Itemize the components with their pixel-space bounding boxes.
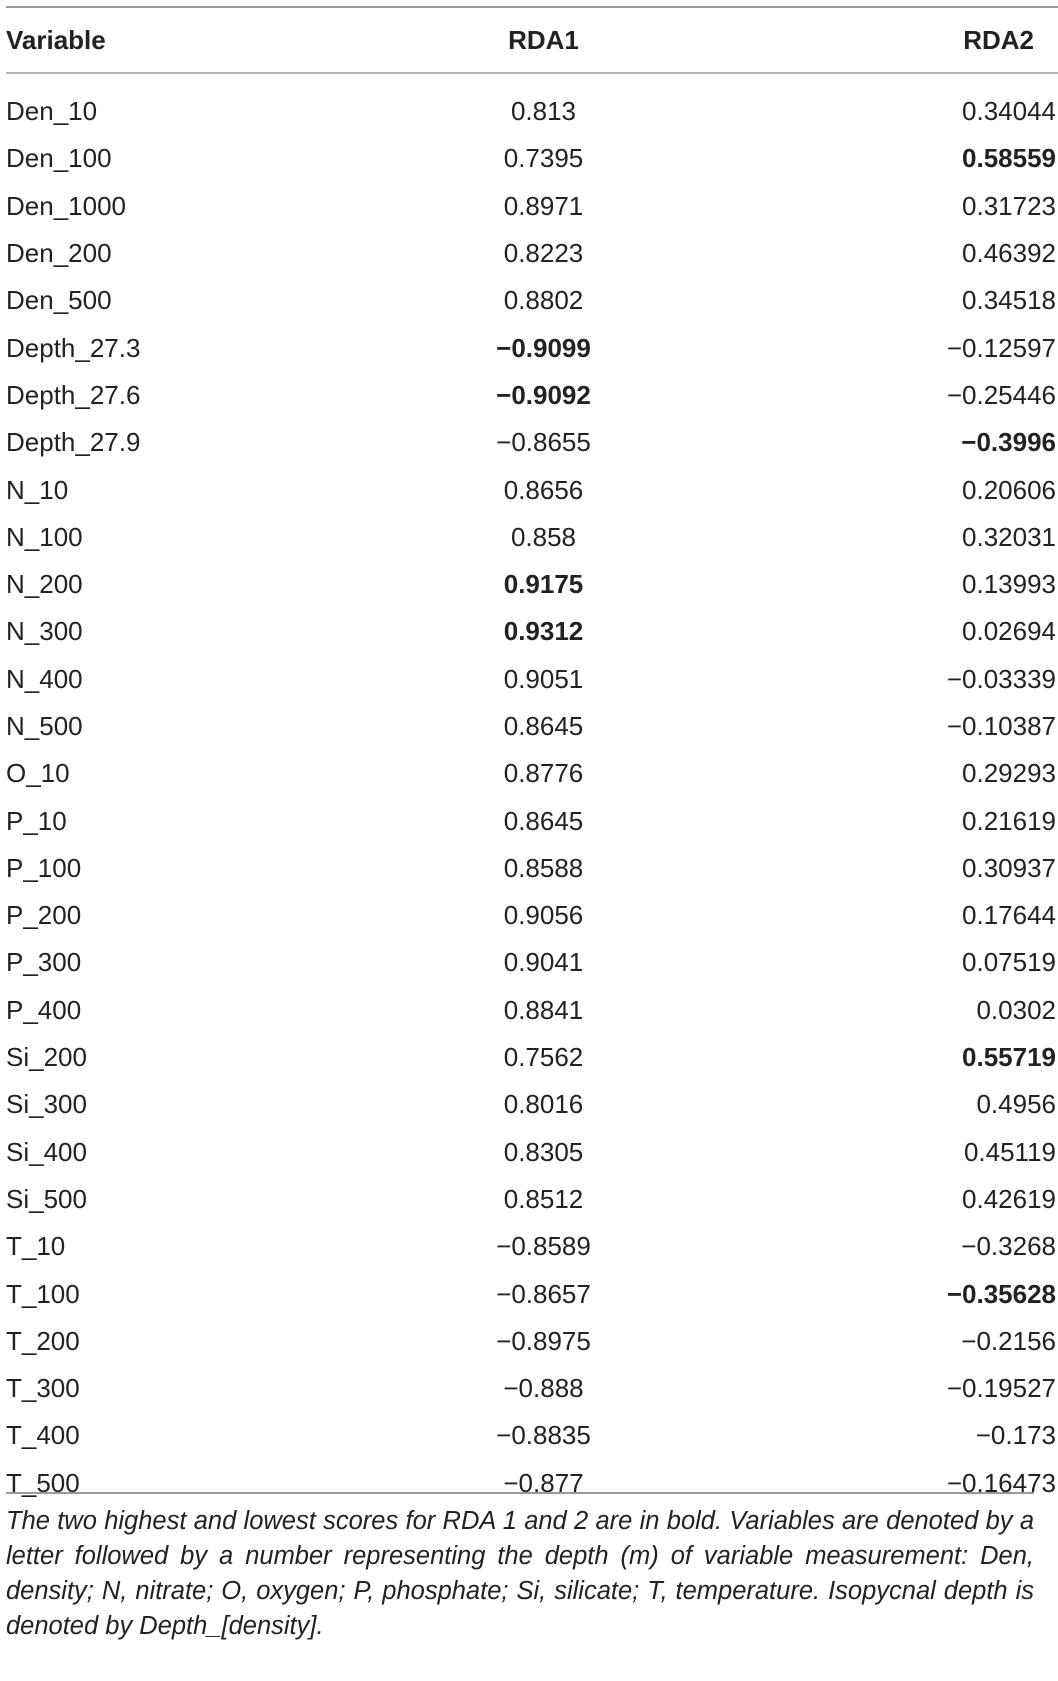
table-row (6, 466, 1058, 513)
table-row (6, 372, 1058, 419)
cell-variable: N_10 (6, 474, 69, 505)
cell-variable: P_100 (6, 852, 82, 883)
cell-rda1: 0.8971 (503, 190, 584, 221)
cell-rda2: −0.03339 (946, 663, 1056, 694)
table-row (6, 1270, 1058, 1317)
cell-rda1: 0.9051 (503, 663, 584, 694)
cell-rda2: 0.13993 (962, 569, 1056, 600)
cell-rda1: 0.7562 (503, 1042, 584, 1073)
table-row (6, 1176, 1058, 1223)
cell-rda2: 0.55719 (962, 1042, 1056, 1073)
cell-rda2: 0.34044 (962, 96, 1056, 127)
cell-rda2: −0.19527 (946, 1373, 1056, 1404)
cell-rda1: −0.8835 (496, 1420, 591, 1451)
cell-variable: T_10 (6, 1231, 66, 1262)
cell-variable: Si_300 (6, 1089, 87, 1120)
cell-rda1: 0.8588 (503, 852, 584, 883)
cell-rda2: −0.10387 (946, 711, 1056, 741)
cell-rda1: 0.8305 (503, 1136, 584, 1167)
table-row (6, 1034, 1058, 1081)
table-row (6, 1365, 1058, 1412)
cell-rda1: 0.9312 (503, 616, 584, 647)
table-row (6, 987, 1058, 1034)
cell-variable: N_300 (6, 616, 83, 647)
table-row (6, 845, 1058, 892)
cell-rda1: 0.9175 (503, 569, 584, 600)
cell-variable: P_10 (6, 805, 67, 836)
cell-variable: N_100 (6, 521, 83, 552)
table-row (6, 514, 1058, 561)
cell-variable: N_400 (6, 663, 83, 694)
cell-rda2: −0.173 (975, 1420, 1056, 1451)
cell-rda2: 0.32031 (962, 521, 1056, 552)
cell-variable: P_300 (6, 947, 82, 978)
cell-rda2: −0.2156 (961, 1325, 1056, 1356)
cell-rda2: −0.35628 (946, 1278, 1056, 1309)
cell-rda2: 0.45119 (963, 1136, 1056, 1167)
header-rda1: RDA1 (426, 7, 661, 73)
cell-rda1: −0.8975 (496, 1325, 591, 1356)
cell-variable: P_200 (6, 900, 82, 931)
cell-rda1: −0.9092 (496, 379, 591, 410)
cell-rda1: 0.8656 (503, 474, 584, 505)
cell-rda1: 0.7395 (503, 143, 584, 174)
cell-rda1: −0.8589 (496, 1231, 591, 1262)
table-row (6, 1081, 1058, 1128)
cell-rda2: 0.29293 (962, 758, 1056, 789)
cell-rda1: 0.8512 (503, 1183, 584, 1214)
cell-rda2: −0.25446 (946, 379, 1056, 410)
cell-variable: Si_500 (6, 1183, 87, 1214)
cell-rda2: 0.0302 (976, 994, 1056, 1025)
cell-rda1: −0.8655 (496, 427, 591, 458)
table-row (6, 73, 1058, 135)
table-row (6, 750, 1058, 797)
table-row (6, 703, 1058, 750)
cell-rda1: 0.858 (510, 521, 577, 552)
cell-rda2: 0.17644 (962, 900, 1056, 931)
cell-rda2: 0.07519 (962, 947, 1056, 978)
rda-scores-table (6, 6, 1058, 1517)
cell-rda1: 0.9056 (503, 900, 584, 931)
cell-rda2: 0.21619 (962, 805, 1056, 836)
table-row (6, 1412, 1058, 1459)
cell-rda2: 0.31723 (962, 190, 1056, 221)
table-row (6, 135, 1058, 182)
cell-variable: T_500 (6, 1467, 80, 1498)
table-row (6, 1129, 1058, 1176)
table-row (6, 608, 1058, 655)
cell-rda1: 0.8645 (503, 805, 584, 836)
cell-rda1: −0.8657 (496, 1278, 591, 1309)
cell-variable: Depth_27.3 (6, 332, 141, 363)
cell-variable: Depth_27.9 (6, 427, 141, 458)
cell-rda2: 0.30937 (962, 852, 1056, 883)
cell-variable: Den_500 (6, 285, 112, 316)
cell-rda1: 0.8802 (503, 285, 584, 316)
table-row (6, 1318, 1058, 1365)
table-row (6, 656, 1058, 703)
cell-variable: Den_1000 (6, 190, 126, 221)
cell-rda1: 0.8645 (503, 711, 584, 741)
header-row (6, 7, 1058, 73)
cell-variable: P_400 (6, 994, 82, 1025)
table-footnote: The two highest and lowest scores for RDA 1 and 2 are in bold. Variables are denoted by a letter followed by a number representing the depth (m) of variable measurement: Den, density; N, nitrate; O, oxygen; P, phosphate; Si, silicate; T, temperature. Isopycnal depth is denoted by Depth_[density]. (6, 1492, 1034, 1644)
table-row (6, 561, 1058, 608)
header-variable: Variable (6, 7, 426, 73)
cell-rda2: 0.34518 (962, 285, 1056, 316)
cell-rda2: −0.16473 (946, 1467, 1056, 1498)
cell-variable: T_200 (6, 1325, 80, 1356)
cell-rda2: −0.12597 (946, 332, 1056, 363)
cell-rda2: −0.3268 (961, 1231, 1056, 1262)
rda-scores-table-container (6, 6, 1056, 1517)
cell-rda2: 0.20606 (962, 474, 1056, 505)
cell-rda2: −0.3996 (961, 427, 1056, 458)
table-row (6, 419, 1058, 466)
cell-rda1: 0.9041 (503, 947, 584, 978)
table-row (6, 324, 1058, 371)
cell-rda2: 0.4956 (976, 1089, 1056, 1120)
table-header (6, 7, 1058, 73)
cell-variable: Si_400 (6, 1136, 87, 1167)
cell-rda2: 0.46392 (962, 238, 1056, 269)
cell-rda2: 0.42619 (962, 1183, 1056, 1214)
cell-variable: O_10 (6, 758, 70, 789)
cell-rda1: −0.877 (503, 1467, 584, 1498)
cell-rda1: −0.9099 (496, 332, 591, 363)
cell-variable: N_200 (6, 569, 83, 600)
cell-variable: Den_200 (6, 238, 112, 269)
table-row (6, 892, 1058, 939)
table-row (6, 797, 1058, 844)
cell-variable: N_500 (6, 711, 83, 741)
table-row (6, 183, 1058, 230)
table-row (6, 1223, 1058, 1270)
cell-rda1: 0.8223 (503, 238, 584, 269)
cell-variable: Depth_27.6 (6, 379, 141, 410)
cell-rda1: 0.813 (510, 96, 577, 127)
table-row (6, 277, 1058, 324)
table-body (6, 73, 1058, 1517)
cell-variable: T_100 (6, 1278, 80, 1309)
header-rda2: RDA2 (661, 7, 1058, 73)
cell-rda2: 0.58559 (962, 143, 1056, 174)
cell-variable: T_400 (6, 1420, 80, 1451)
table-row (6, 230, 1058, 277)
cell-variable: Si_200 (6, 1042, 87, 1073)
cell-rda1: 0.8841 (503, 994, 584, 1025)
cell-rda1: 0.8776 (503, 758, 584, 789)
cell-rda1: 0.8016 (503, 1089, 584, 1120)
cell-rda2: 0.02694 (962, 616, 1056, 647)
cell-rda1: −0.888 (503, 1373, 584, 1404)
cell-variable: Den_10 (6, 96, 98, 127)
cell-variable: Den_100 (6, 143, 112, 174)
cell-variable: T_300 (6, 1373, 80, 1404)
table-row (6, 939, 1058, 986)
